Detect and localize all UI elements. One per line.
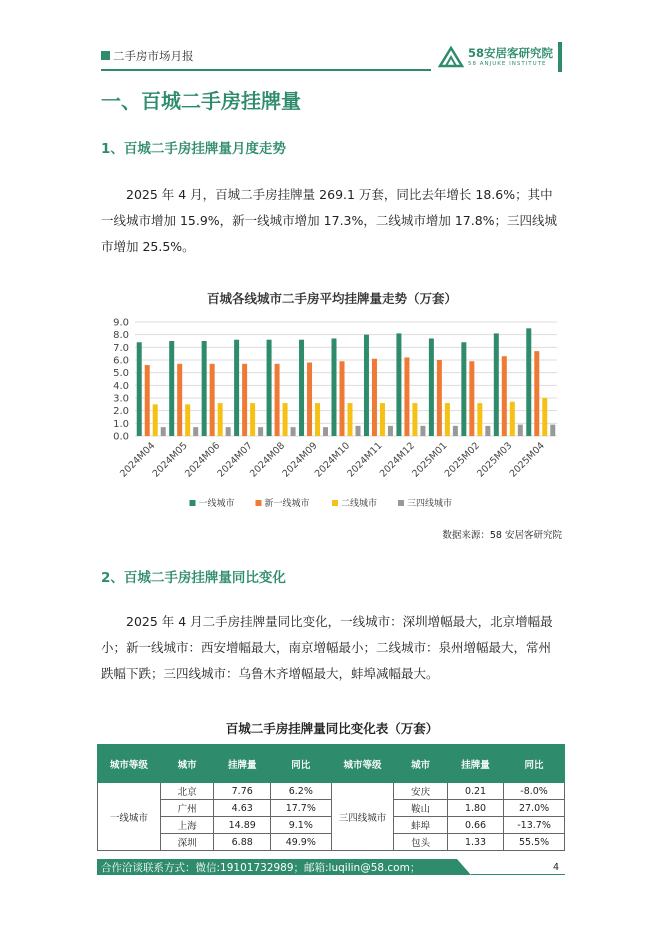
bar [526, 328, 531, 436]
header-rule [101, 69, 431, 71]
header-cell: 挂牌量 [214, 745, 271, 783]
city-cell: 包头 [394, 834, 448, 851]
bar [193, 427, 198, 436]
bar [445, 403, 450, 436]
bar [242, 364, 247, 436]
legend-swatch [332, 500, 338, 506]
header-cell: 城市等级 [98, 745, 161, 783]
x-tick-label: 2024M05 [150, 440, 190, 480]
bar [348, 403, 353, 436]
city-cell: 鞍山 [394, 800, 448, 817]
city-cell: 上海 [160, 817, 214, 834]
bar [210, 364, 215, 436]
x-tick-label: 2024M10 [312, 440, 353, 480]
bar [218, 403, 223, 436]
bar [153, 404, 158, 436]
yoy-cell: 17.7% [271, 800, 332, 817]
bar [145, 365, 150, 436]
page-number: 4 [553, 862, 560, 873]
bar [161, 427, 166, 436]
listing-trend-chart [101, 308, 563, 518]
table-row [98, 783, 565, 800]
listing-cell: 1.80 [447, 800, 503, 817]
x-tick-label: 2024M04 [118, 440, 158, 480]
chart-source: 数据来源：58 安居客研究院 [442, 530, 562, 541]
bar [542, 398, 547, 436]
bar [420, 426, 425, 436]
listing-cell: 1.33 [447, 834, 503, 851]
bar [396, 333, 401, 436]
yoy-cell: 55.5% [504, 834, 565, 851]
listing-cell: 14.89 [214, 817, 271, 834]
subsection-2-paragraph: 2025 年 4 月二手房挂牌量同比变化，一线城市：深圳增幅最大，北京增幅最小；新一线城市：西安增幅最大，南京增幅最小；二线城市：泉州增幅最大，常州跌幅下跌；三四线城市：乌鲁木齐增幅最大，蚌埠减幅最大。 [101, 614, 553, 681]
bar [404, 357, 409, 436]
y-tick-label: 7.0 [113, 342, 129, 354]
bar [250, 403, 255, 436]
legend-label: 新一线城市 [264, 499, 310, 509]
y-tick-label: 6.0 [113, 355, 129, 367]
bar [267, 340, 272, 436]
y-tick-label: 8.0 [113, 330, 129, 342]
x-tick-label: 2024M11 [345, 440, 385, 480]
yoy-cell: 49.9% [271, 834, 332, 851]
bar [340, 361, 345, 436]
bar [477, 403, 482, 436]
header-cell: 同比 [504, 745, 565, 783]
bar [323, 427, 328, 436]
logo-text: 58安居客研究院 [468, 46, 554, 60]
x-tick-label: 2025M02 [442, 440, 482, 480]
bar [234, 340, 239, 436]
bar [275, 364, 280, 436]
legend-swatch [256, 500, 262, 506]
listing-cell: 0.21 [447, 783, 503, 800]
y-tick-label: 3.0 [113, 393, 129, 405]
bar [461, 342, 466, 436]
bar [510, 402, 515, 436]
subsection-1-paragraph: 2025 年 4 月，百城二手房挂牌量 269.1 万套，同比去年增长 18.6%；其中一线城市增加 15.9%，新一线城市增加 17.3%，二线城市增加 17.8%；三四线城市增加 25.5%。 [101, 187, 558, 254]
header-cell: 城市等级 [331, 745, 394, 783]
yoy-change-table [97, 744, 565, 851]
bar [258, 427, 263, 436]
table-header-row [98, 745, 565, 783]
bar [380, 403, 385, 436]
x-tick-label: 2024M12 [377, 440, 418, 480]
bar [494, 333, 499, 436]
listing-cell: 6.88 [214, 834, 271, 851]
x-tick-label: 2024M06 [183, 440, 223, 480]
x-tick-label: 2024M07 [215, 440, 255, 480]
header-cell: 挂牌量 [447, 745, 503, 783]
bar [185, 404, 190, 436]
bar [169, 341, 174, 436]
y-tick-label: 1.0 [113, 418, 129, 430]
logo-icon [438, 44, 464, 70]
y-tick-label: 2.0 [113, 406, 129, 418]
y-tick-label: 5.0 [113, 368, 129, 380]
yoy-cell: 6.2% [271, 783, 332, 800]
bar [437, 360, 442, 436]
bar [364, 335, 369, 436]
bar [469, 361, 474, 436]
bar [332, 338, 337, 436]
city-cell: 广州 [160, 800, 214, 817]
bar [299, 340, 304, 436]
bar [202, 341, 207, 436]
bar [291, 427, 296, 436]
header-cell: 城市 [160, 745, 214, 783]
bar [356, 426, 361, 436]
x-tick-label: 2025M04 [507, 440, 547, 480]
bar [502, 356, 507, 436]
tier-cell: 一线城市 [98, 783, 161, 851]
subsection-2-heading: 2、百城二手房挂牌量同比变化 [101, 570, 286, 586]
bar [429, 338, 434, 436]
subsection-1-heading: 1、百城二手房挂牌量月度走势 [101, 141, 286, 157]
header-cell: 同比 [271, 745, 332, 783]
bar [485, 426, 490, 436]
y-tick-label: 4.0 [113, 380, 129, 392]
x-tick-label: 2025M01 [410, 440, 450, 480]
table-row [98, 800, 565, 817]
yoy-cell: 27.0% [504, 800, 565, 817]
legend-label: 二线城市 [341, 499, 378, 509]
bar [534, 351, 539, 436]
bar [412, 403, 417, 436]
bar [453, 426, 458, 436]
bar [226, 427, 231, 436]
legend-label: 三四线城市 [407, 499, 453, 509]
logo-bar [558, 42, 562, 72]
header-cell: 城市 [394, 745, 448, 783]
x-tick-label: 2024M08 [247, 440, 288, 480]
bar [315, 403, 320, 436]
bar [372, 359, 377, 436]
table-row [98, 817, 565, 834]
bar [137, 342, 142, 436]
yoy-cell: -13.7% [504, 817, 565, 834]
bar [550, 425, 555, 436]
city-cell: 深圳 [160, 834, 214, 851]
x-tick-label: 2024M09 [280, 440, 320, 480]
legend-swatch [398, 500, 404, 506]
city-cell: 安庆 [394, 783, 448, 800]
x-tick-label: 2025M03 [475, 440, 515, 480]
city-cell: 蚌埠 [394, 817, 448, 834]
bar [518, 425, 523, 436]
header-marker [101, 51, 110, 60]
footer-contact: 合作洽谈联系方式：微信:19101732989；邮箱:luqilin@58.com； [101, 862, 421, 874]
report-name: 二手房市场月报 [113, 49, 194, 63]
chart-title: 百城各线城市二手房平均挂牌量走势（万套） [206, 291, 457, 306]
table-title: 百城二手房挂牌量同比变化表（万套） [225, 721, 439, 736]
section-heading: 一、百城二手房挂牌量 [101, 89, 301, 113]
table-row [98, 834, 565, 851]
listing-cell: 0.66 [447, 817, 503, 834]
yoy-cell: 9.1% [271, 817, 332, 834]
city-cell: 北京 [160, 783, 214, 800]
legend-swatch [190, 500, 196, 506]
logo-subtext: 58 ANJUKE INSTITUTE [468, 61, 547, 67]
y-tick-label: 0.0 [113, 431, 129, 443]
listing-cell: 4.63 [214, 800, 271, 817]
bar [283, 403, 288, 436]
y-tick-label: 9.0 [113, 317, 129, 329]
bar [177, 364, 182, 436]
listing-cell: 7.76 [214, 783, 271, 800]
legend-label: 一线城市 [198, 499, 235, 509]
bar [388, 426, 393, 436]
bar [307, 363, 312, 436]
yoy-cell: -8.0% [504, 783, 565, 800]
tier-cell: 三四线城市 [331, 783, 394, 851]
